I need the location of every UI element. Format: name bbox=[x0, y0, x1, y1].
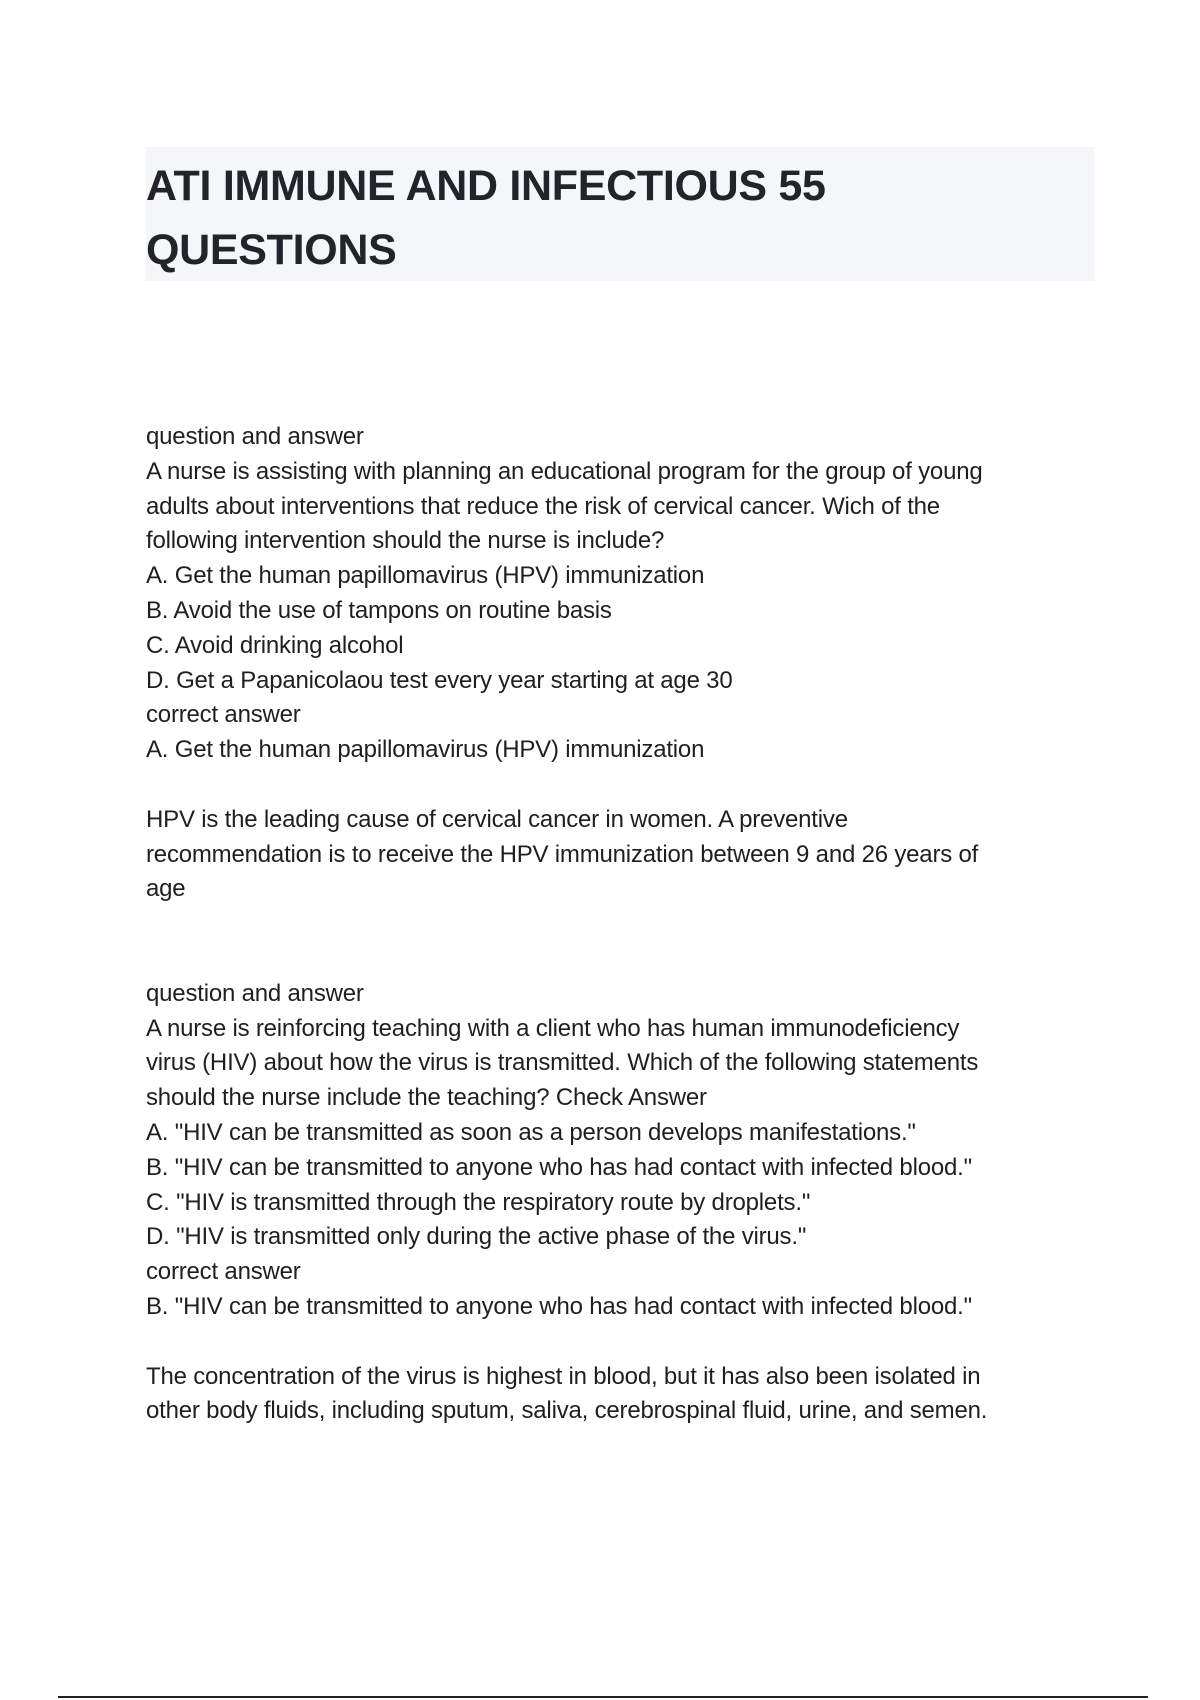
answer-option: C. "HIV is transmitted through the respiratory route by droplets." bbox=[146, 1188, 811, 1216]
rationale-line: recommendation is to receive the HPV immunization between 9 and 26 years of bbox=[146, 840, 979, 868]
footer-divider bbox=[58, 1696, 1148, 1698]
question-label: question and answer bbox=[146, 979, 364, 1007]
rationale-line: HPV is the leading cause of cervical cancer in women. A preventive bbox=[146, 805, 848, 833]
rationale-line: age bbox=[146, 875, 186, 903]
answer-option: A. "HIV can be transmitted as soon as a person develops manifestations." bbox=[146, 1118, 916, 1146]
question-stem-line: A nurse is assisting with planning an educational program for the group of young bbox=[146, 457, 983, 485]
answer-option: A. Get the human papillomavirus (HPV) immunization bbox=[146, 562, 705, 590]
rationale-line: The concentration of the virus is highest in blood, but it has also been isolated in bbox=[146, 1362, 981, 1390]
correct-answer: B. "HIV can be transmitted to anyone who has had contact with infected blood." bbox=[146, 1292, 972, 1320]
question-stem-line: adults about interventions that reduce the risk of cervical cancer. Wich of the bbox=[146, 492, 940, 520]
question-block-1 bbox=[146, 420, 1106, 907]
title-line: QUESTIONS bbox=[146, 226, 397, 274]
answer-option: C. Avoid drinking alcohol bbox=[146, 631, 404, 659]
correct-answer: A. Get the human papillomavirus (HPV) immunization bbox=[146, 736, 705, 764]
title-line: ATI IMMUNE AND INFECTIOUS 55 bbox=[146, 162, 826, 210]
document-title bbox=[146, 154, 826, 282]
answer-option: D. Get a Papanicolaou test every year starting at age 30 bbox=[146, 666, 733, 694]
answer-option: B. Avoid the use of tampons on routine basis bbox=[146, 596, 612, 624]
question-stem-line: following intervention should the nurse is include? bbox=[146, 527, 665, 555]
question-stem-line: virus (HIV) about how the virus is transmitted. Which of the following statements bbox=[146, 1049, 979, 1077]
answer-option: D. "HIV is transmitted only during the active phase of the virus." bbox=[146, 1223, 807, 1251]
correct-answer-label: correct answer bbox=[146, 1258, 301, 1286]
rationale-line: other body fluids, including sputum, saliva, cerebrospinal fluid, urine, and semen. bbox=[146, 1397, 988, 1425]
question-block-2 bbox=[146, 977, 1106, 1429]
question-label: question and answer bbox=[146, 423, 364, 450]
answer-option: B. "HIV can be transmitted to anyone who has had contact with infected blood." bbox=[146, 1153, 972, 1181]
document-body bbox=[146, 420, 1106, 1429]
question-stem-line: A nurse is reinforcing teaching with a client who has human immunodeficiency bbox=[146, 1014, 960, 1042]
question-stem-line: should the nurse include the teaching? Check Answer bbox=[146, 1084, 707, 1112]
correct-answer-label: correct answer bbox=[146, 701, 301, 729]
